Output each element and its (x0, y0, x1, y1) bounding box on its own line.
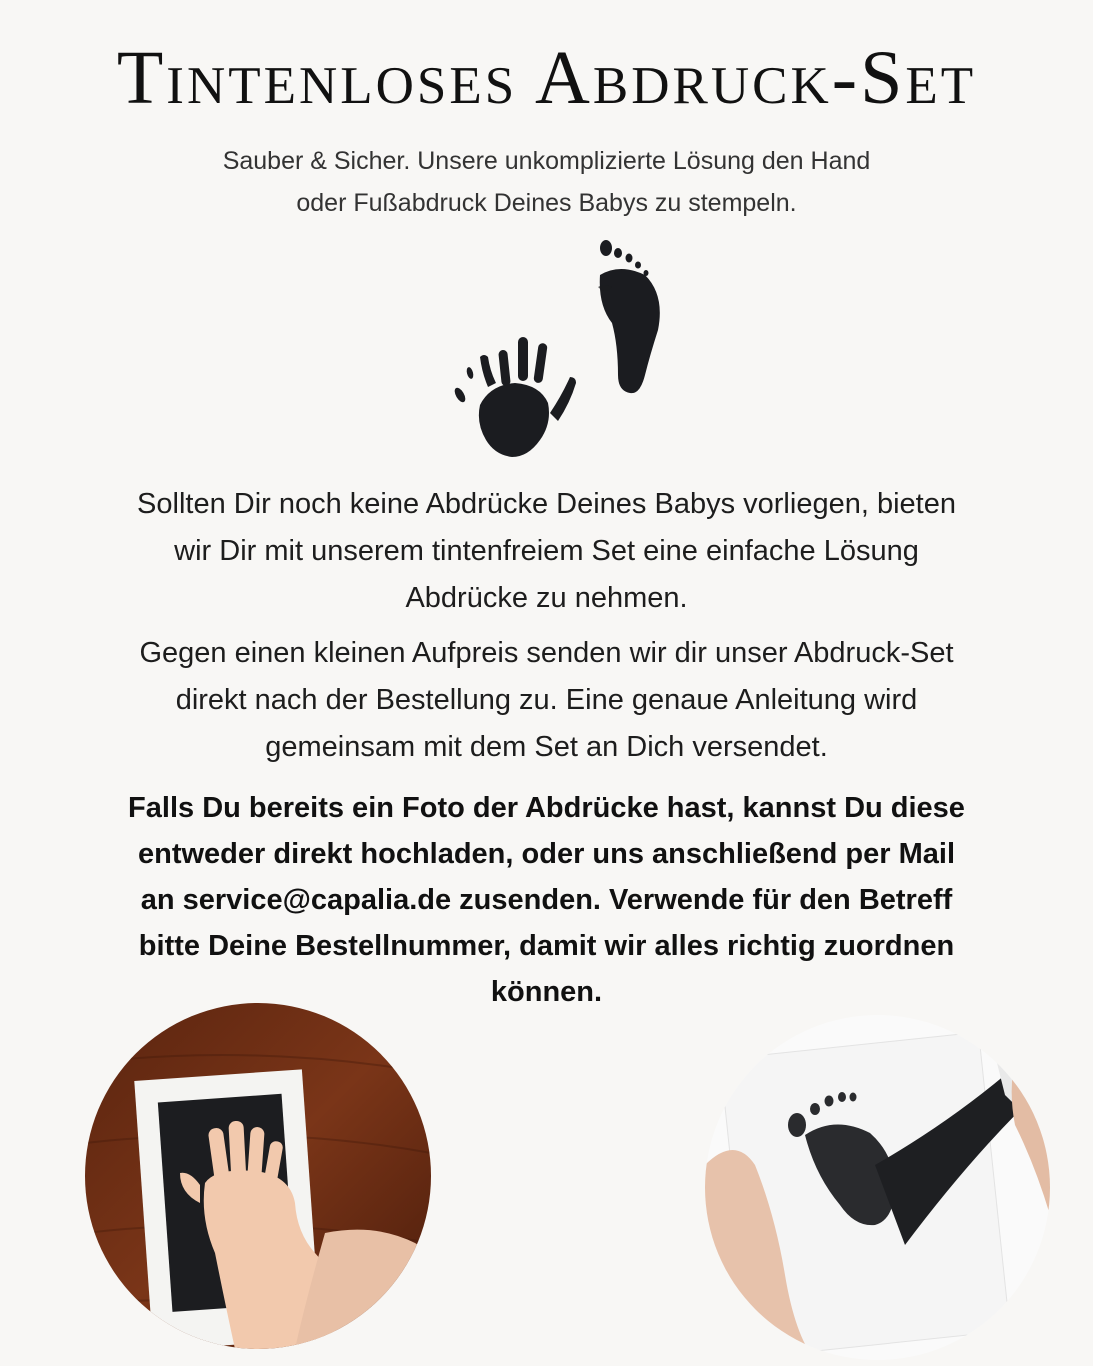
upload-line-2: entweder direkt hochladen, oder uns anschließend per Mail (137, 838, 955, 870)
upload-info-paragraph (60, 785, 1033, 1015)
page-title: Tintenloses Abdruck-Set (116, 36, 977, 120)
subtitle-line-1: Sauber & Sicher. Unsere unkomplizierte Lösung den Hand (222, 147, 871, 175)
price-line-1: Gegen einen kleinen Aufpreis senden wir dir unser Abdruck-Set (139, 637, 954, 669)
intro-line-1: Sollten Dir noch keine Abdrücke Deines Babys vorliegen, bieten (137, 488, 956, 520)
subtitle-line-2: oder Fußabdruck Deines Babys zu stempeln. (296, 189, 797, 217)
subtitle (140, 140, 953, 224)
intro-line-3: Abdrücke zu nehmen. (405, 582, 688, 614)
upload-line-3: an service@capalia.de zusenden. Verwende für den Betreff (140, 884, 953, 916)
upload-line-1: Falls Du bereits ein Foto der Abdrücke hast, kannst Du diese (128, 792, 965, 824)
upload-line-5: können. (490, 976, 603, 1008)
price-paragraph (60, 630, 1033, 771)
price-line-2: direkt nach der Bestellung zu. Eine genaue Anleitung wird (175, 684, 918, 716)
hand-print-photo (85, 1003, 431, 1349)
foot-print-photo (705, 1015, 1050, 1360)
price-line-3: gemeinsam mit dem Set an Dich versendet. (265, 731, 828, 763)
intro-paragraph (60, 481, 1033, 622)
hand-and-foot-print-icon (440, 235, 680, 470)
upload-line-4: bitte Deine Bestellnummer, damit wir alles richtig zuordnen (138, 930, 955, 962)
intro-line-2: wir Dir mit unserem tintenfreiem Set eine einfache Lösung (174, 535, 919, 567)
